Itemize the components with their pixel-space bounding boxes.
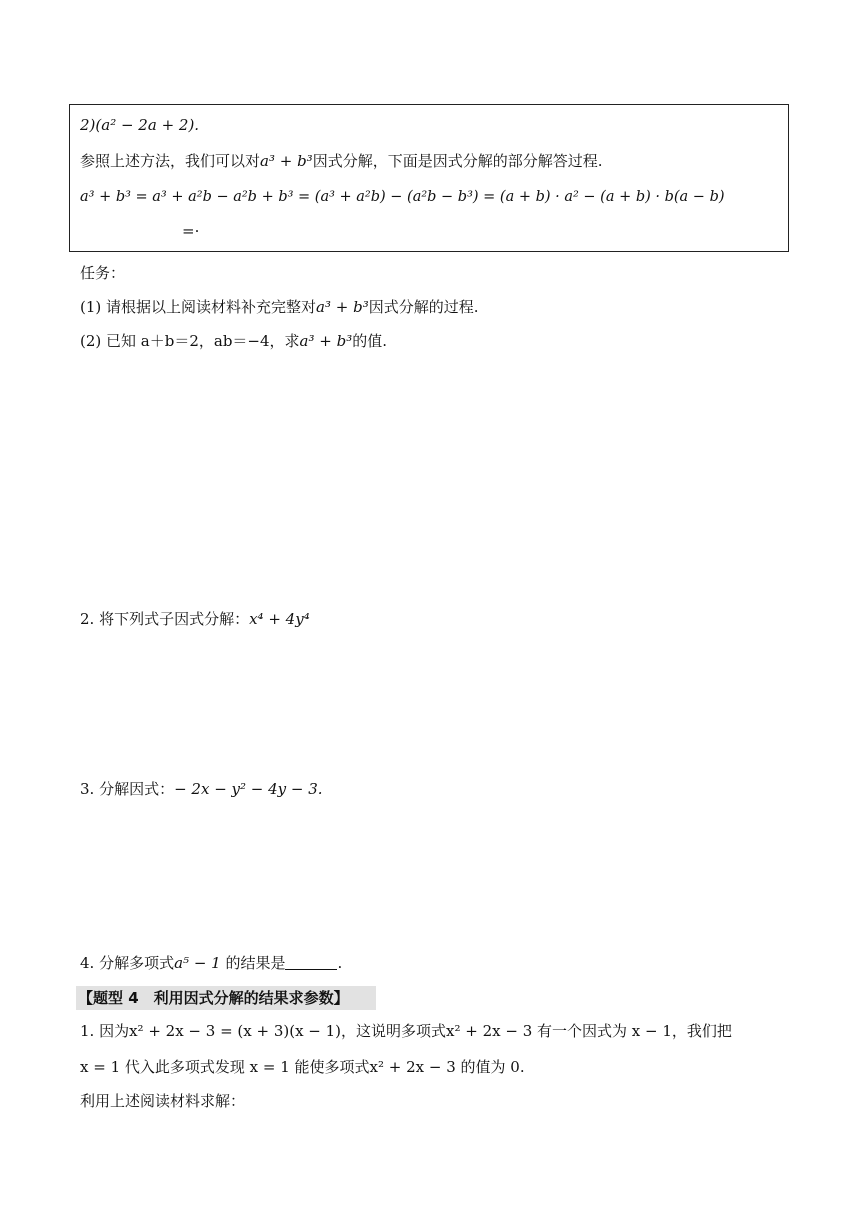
- problem-1-line-2: x = 1 代入此多项式发现 x = 1 能使多项式x² + 2x − 3 的值为 0.: [80, 1058, 525, 1076]
- question-3: 3. 分解因式：− 2x − y² − 4y − 3.: [80, 780, 323, 798]
- question-2: 2. 将下列式子因式分解：x⁴ + 4y⁴: [80, 610, 310, 628]
- box-line-1: 2)(a² − 2a + 2).: [80, 116, 200, 134]
- section-header: 【题型 4 利用因式分解的结果求参数】: [76, 986, 376, 1010]
- problem-1-line-1: 1. 因为x² + 2x − 3 = (x + 3)(x − 1)，这说明多项式x² + 2x − 3 有一个因式为 x − 1，我们把: [80, 1022, 732, 1040]
- task-question-1: (1) 请根据以上阅读材料补充完整对a³ + b³因式分解的过程.: [80, 298, 479, 316]
- box-line-2: 参照上述方法，我们可以对a³ + b³因式分解，下面是因式分解的部分解答过程.: [80, 152, 603, 170]
- problem-1-line-3: 利用上述阅读材料求解：: [80, 1092, 246, 1110]
- box-line-4: =·: [182, 222, 200, 240]
- box-line-3: a³ + b³ = a³ + a²b − a²b + b³ = (a³ + a²b) − (a²b − b³) = (a + b) · a² − (a + b) · b(a − b): [80, 189, 725, 205]
- task-label: 任务：: [80, 264, 126, 282]
- task-question-2: (2) 已知 a＋b＝2，ab＝−4，求a³ + b³的值.: [80, 332, 387, 350]
- answer-blank[interactable]: [285, 954, 337, 970]
- question-4: 4. 分解多项式a⁵ − 1 的结果是 .: [80, 954, 343, 972]
